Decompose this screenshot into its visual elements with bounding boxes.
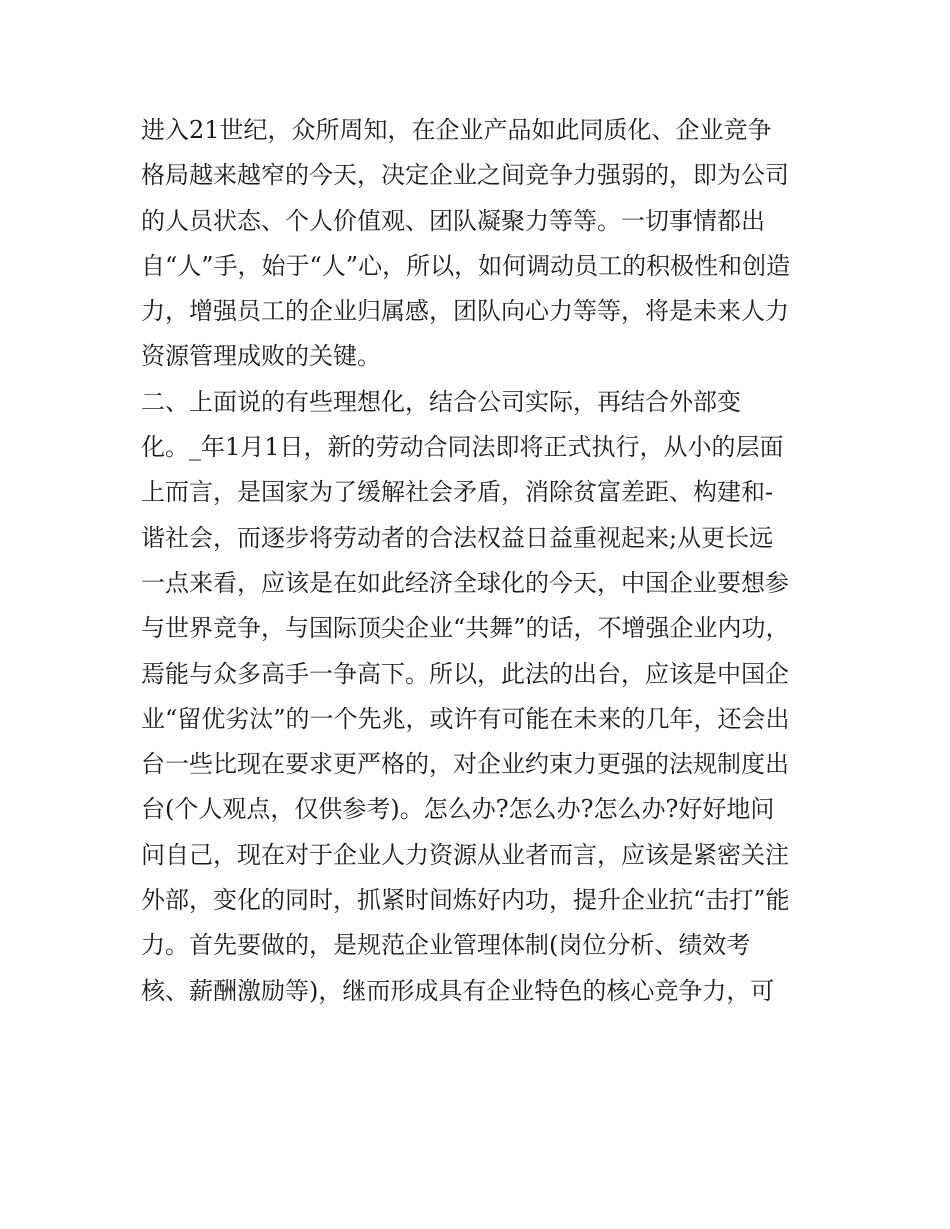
text-line: 一点来看，应该是在如此经济全球化的今天，中国企业要想参 <box>141 568 789 597</box>
text-line: 焉能与众多高手一争高下。所以，此法的出台，应该是中国企 <box>141 659 789 688</box>
text-line: 进入21世纪，众所周知，在企业产品如此同质化、企业竞争 <box>141 116 772 144</box>
text-line: 格局越来越窄的今天，决定企业之间竞争力强弱的，即为公司 <box>141 161 789 190</box>
text-line: 的人员状态、个人价值观、团队凝聚力等等。一切事情都出 <box>141 206 765 235</box>
text-line: 业“留优劣汰”的一个先兆，或许有可能在未来的几年，还会出 <box>141 704 790 733</box>
text-line: 台一些比现在要求更严格的，对企业约束力更强的法规制度出 <box>141 750 789 779</box>
text-line: 与世界竞争，与国际顶尖企业“共舞”的话，不增强企业内功， <box>141 614 790 643</box>
text-line: 力，增强员工的企业归属感，团队向心力等等，将是未来人力 <box>141 297 789 326</box>
text-line: 自“人”手，始于“人”心，所以，如何调动员工的积极性和创造 <box>141 251 791 280</box>
text-line: 核、薪酬激励等)，继而形成具有企业特色的核心竞争力，可 <box>141 976 775 1005</box>
text-line: 外部，变化的同时，抓紧时间炼好内功，提升企业抗“击打”能 <box>141 886 790 915</box>
document-body <box>141 108 821 1014</box>
text-line: 力。首先要做的，是规范企业管理体制(岗位分析、绩效考 <box>141 931 751 960</box>
text-line: 二、上面说的有些理想化，结合公司实际，再结合外部变 <box>141 387 741 416</box>
text-line: 资源管理成败的关键。 <box>141 342 381 371</box>
text-line: 谐社会，而逐步将劳动者的合法权益日益重视起来;从更长远 <box>141 523 774 552</box>
text-line: 台(个人观点，仅供参考)。怎么办?怎么办?怎么办?好好地问 <box>141 795 775 824</box>
text-line: 化。_年1月1日，新的劳动合同法即将正式执行，从小的层面 <box>141 433 784 462</box>
text-line: 问自己，现在对于企业人力资源从业者而言，应该是紧密关注 <box>141 840 789 869</box>
text-line: 上而言，是国家为了缓解社会矛盾，消除贫富差距、构建和- <box>141 478 774 507</box>
